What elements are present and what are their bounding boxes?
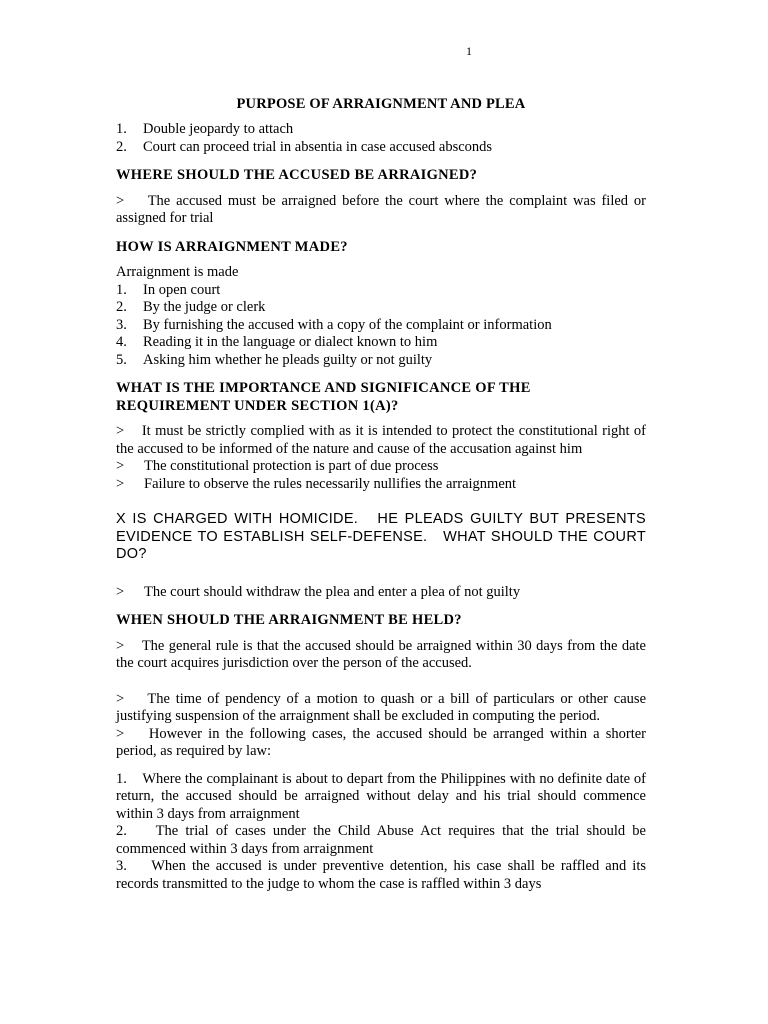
item-number: 2.: [116, 823, 127, 839]
purpose-list: [116, 121, 646, 156]
item-text: Failure to observe the rules necessarily nullifies the arraignment: [144, 475, 517, 492]
document-body: [116, 96, 651, 893]
document-title: PURPOSE OF ARRAIGNMENT AND PLEA: [236, 96, 526, 112]
item-text: When the accused is under preventive detention, his case shall be raffled and its records transmitted to the judge to whom the case is raffled within 3 days: [116, 858, 647, 892]
list-item: [116, 476, 646, 494]
bullet-glyph: >: [116, 690, 125, 707]
item-text: By the judge or clerk: [143, 299, 266, 315]
bullet-glyph: >: [116, 423, 125, 439]
list-item: [116, 352, 646, 370]
bullet-glyph: >: [116, 725, 125, 742]
section-heading-where: WHERE SHOULD THE ACCUSED BE ARRAIGNED?: [116, 167, 478, 183]
page-number: 1: [466, 44, 472, 58]
item-text: Where the complainant is about to depart from the Philippines with no definite date of return, the accused should be arraigned without delay and his trial should commence within 3 days from arraignment: [116, 770, 646, 822]
item-number: 3.: [116, 316, 127, 333]
list-item: [116, 121, 646, 139]
list-item: [116, 458, 646, 476]
when-however-paragraph: [116, 726, 646, 761]
item-number: 4.: [116, 334, 127, 350]
item-text: The constitutional protection is part of due process: [144, 458, 439, 474]
bullet-glyph: >: [116, 475, 125, 492]
paragraph-text: However in the following cases, the accused should be arranged within a shorter period, as required by law:: [116, 725, 647, 759]
item-number: 2.: [116, 299, 127, 315]
section-heading-how: HOW IS ARRAIGNMENT MADE?: [116, 238, 348, 255]
homicide-question: X IS CHARGED WITH HOMICIDE. HE PLEADS GUILTY BUT PRESENTS EVIDENCE TO ESTABLISH SELF-DEFENSE. WHAT SHOULD THE COURT DO?: [116, 511, 651, 562]
item-text: In open court: [143, 281, 221, 298]
list-item: [116, 423, 646, 458]
item-number: 5.: [116, 351, 127, 368]
item-text: Double jeopardy to attach: [143, 121, 294, 137]
list-item: [116, 823, 646, 858]
where-paragraph: [116, 193, 646, 228]
when-general-paragraph: [116, 638, 646, 673]
bullet-glyph: >: [116, 192, 125, 209]
paragraph-text: The time of pendency of a motion to quash or a bill of particulars or other cause justifying suspension of the arraignment shall be excluded in computing the period.: [116, 690, 647, 724]
when-pendency-paragraph: [116, 691, 646, 726]
homicide-answer: [116, 584, 646, 602]
item-number: 3.: [116, 858, 127, 874]
item-text: Asking him whether he pleads guilty or not guilty: [143, 351, 433, 368]
paragraph-text: The general rule is that the accused should be arraigned within 30 days from the date the court acquires jurisdiction over the person of the accused.: [116, 637, 646, 671]
section-heading-importance: WHAT IS THE IMPORTANCE AND SIGNIFICANCE OF THE REQUIREMENT UNDER SECTION 1(A)?: [116, 380, 531, 414]
when-list: [116, 771, 646, 894]
item-number: 1.: [116, 121, 127, 137]
list-item: [116, 282, 646, 300]
list-item: [116, 771, 646, 824]
item-number: 1.: [116, 770, 127, 787]
importance-list: [116, 423, 646, 493]
paragraph-text: The accused must be arraigned before the court where the complaint was filed or assigned for trial: [116, 192, 647, 226]
bullet-glyph: >: [116, 458, 125, 474]
list-item: [116, 139, 646, 157]
answer-text: The court should withdraw the plea and enter a plea of not guilty: [144, 583, 521, 600]
item-number: 1.: [116, 281, 127, 298]
item-text: Reading it in the language or dialect known to him: [143, 334, 438, 350]
section-heading-when: WHEN SHOULD THE ARRAIGNMENT BE HELD?: [116, 612, 462, 628]
item-number: 2.: [116, 138, 127, 155]
bullet-glyph: >: [116, 583, 125, 600]
list-item: [116, 299, 646, 317]
bullet-glyph: >: [116, 637, 125, 654]
item-text: The trial of cases under the Child Abuse Act requires that the trial should be commenced within 3 days from arraignment: [116, 823, 646, 857]
item-text: Court can proceed trial in absentia in case accused absconds: [143, 138, 493, 155]
list-item: [116, 334, 646, 352]
list-item: [116, 317, 646, 335]
list-item: [116, 858, 646, 893]
item-text: It must be strictly complied with as it is intended to protect the constitutional right of the accused to be informed of the nature and cause of the accusation against him: [116, 423, 647, 457]
item-text: By furnishing the accused with a copy of the complaint or information: [143, 316, 552, 333]
how-list: [116, 264, 646, 369]
list-intro: Arraignment is made: [116, 264, 239, 280]
